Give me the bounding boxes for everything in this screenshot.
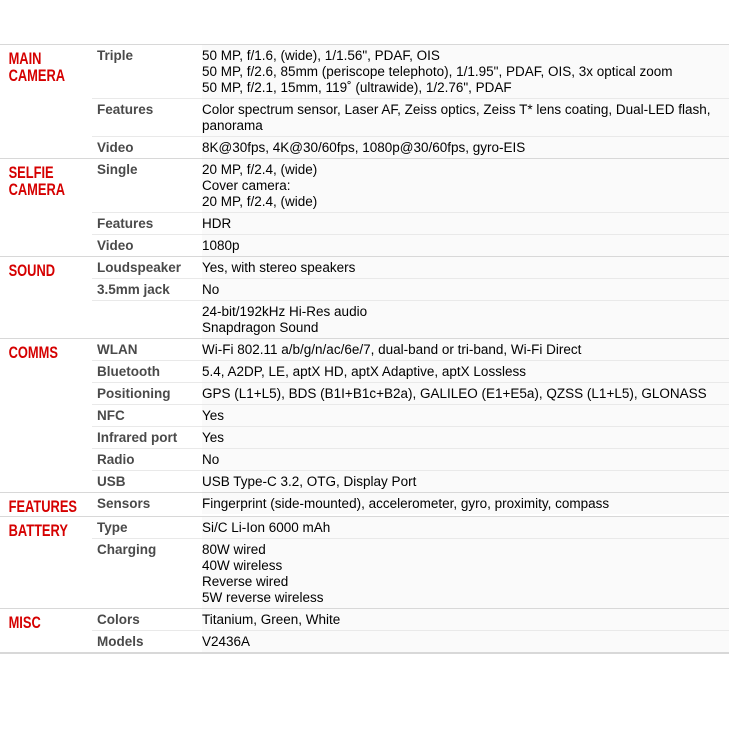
spec-value: 20 MP, f/2.4, (wide) Cover camera: 20 MP, f/2.4, (wide) (202, 159, 729, 212)
spec-row (92, 382, 729, 404)
spec-label[interactable]: Charging (97, 542, 157, 557)
spec-label[interactable]: Triple (97, 48, 134, 63)
spec-group-comms (0, 338, 729, 492)
spec-row (92, 234, 729, 256)
spec-value: Yes (202, 427, 729, 448)
spec-value: Si/C Li-Ion 6000 mAh (202, 517, 729, 538)
spec-value: USB Type-C 3.2, OTG, Display Port (202, 471, 729, 492)
spec-row (92, 278, 729, 300)
spec-label[interactable]: Type (97, 520, 128, 535)
spec-label[interactable]: Infrared port (97, 430, 178, 445)
spec-label[interactable]: Positioning (97, 386, 171, 401)
spec-group-main-camera (0, 44, 729, 158)
category-title[interactable]: MAIN CAMERA (8, 50, 66, 85)
category-title[interactable]: COMMS (8, 344, 58, 362)
spec-label (92, 301, 202, 338)
spec-group-sound (0, 256, 729, 338)
spec-label[interactable]: Features (97, 102, 154, 117)
spec-label[interactable]: Models (97, 634, 144, 649)
spec-value: Yes (202, 405, 729, 426)
spec-label[interactable]: USB (97, 474, 126, 489)
category-title[interactable]: BATTERY (8, 522, 68, 540)
spec-label[interactable]: 3.5mm jack (97, 282, 170, 297)
spec-row (92, 609, 729, 630)
spec-row (92, 404, 729, 426)
spec-value: Fingerprint (side-mounted), accelerometer, gyro, proximity, compass (202, 493, 729, 514)
spec-label[interactable]: Loudspeaker (97, 260, 182, 275)
category-title[interactable]: SOUND (8, 262, 56, 280)
spec-label[interactable]: Radio (97, 452, 135, 467)
spec-label[interactable]: Video (97, 140, 134, 155)
spec-label[interactable]: Single (97, 162, 138, 177)
spec-value: HDR (202, 213, 729, 234)
category-title[interactable]: SELFIE CAMERA (8, 164, 66, 199)
spec-label[interactable]: Features (97, 216, 154, 231)
spec-row (92, 630, 729, 652)
spec-label[interactable]: Video (97, 238, 134, 253)
spec-row (92, 257, 729, 278)
spec-value: 50 MP, f/1.6, (wide), 1/1.56", PDAF, OIS 50 MP, f/2.6, 85mm (periscope telephoto), 1/1.95", PDAF, OIS, 3x optical zoom 50 MP, f/2.1, 15mm, 119˚ (ultrawide), 1/2.76", PDAF (202, 45, 729, 98)
spec-row (92, 339, 729, 360)
spec-value: Titanium, Green, White (202, 609, 729, 630)
spec-value: 8K@30fps, 4K@30/60fps, 1080p@30/60fps, gyro-EIS (202, 137, 729, 158)
spec-group-features (0, 492, 729, 516)
spec-row (92, 517, 729, 538)
spec-value: GPS (L1+L5), BDS (B1I+B1c+B2a), GALILEO (E1+E5a), QZSS (L1+L5), GLONASS (202, 383, 729, 404)
spec-row (92, 45, 729, 98)
spec-value: Wi-Fi 802.11 a/b/g/n/ac/6e/7, dual-band or tri-band, Wi-Fi Direct (202, 339, 729, 360)
spec-row (92, 98, 729, 136)
spec-row (92, 470, 729, 492)
spec-label[interactable]: Bluetooth (97, 364, 160, 379)
spec-group-battery (0, 516, 729, 608)
spec-value: Yes, with stereo speakers (202, 257, 729, 278)
spec-group-misc (0, 608, 729, 654)
spec-value: V2436A (202, 631, 729, 652)
spec-row (92, 159, 729, 212)
spec-label[interactable]: WLAN (97, 342, 138, 357)
spec-row (92, 538, 729, 608)
spec-value: Color spectrum sensor, Laser AF, Zeiss optics, Zeiss T* lens coating, Dual-LED flash, panorama (202, 99, 729, 136)
spec-row (92, 493, 729, 514)
spec-row (92, 426, 729, 448)
spec-label[interactable]: NFC (97, 408, 125, 423)
spec-table (0, 44, 729, 654)
spec-label[interactable]: Colors (97, 612, 140, 627)
spec-label[interactable]: Sensors (97, 496, 151, 511)
spec-value: 5.4, A2DP, LE, aptX HD, aptX Adaptive, aptX Lossless (202, 361, 729, 382)
spec-group-selfie-camera (0, 158, 729, 256)
spec-value: No (202, 279, 729, 300)
category-title[interactable]: MISC (8, 614, 41, 632)
category-title[interactable]: FEATURES (8, 498, 77, 516)
spec-value: 24-bit/192kHz Hi-Res audio Snapdragon Sound (202, 301, 729, 338)
spec-value: 80W wired 40W wireless Reverse wired 5W reverse wireless (202, 539, 729, 608)
spec-row (92, 136, 729, 158)
spec-row (92, 212, 729, 234)
spec-value: 1080p (202, 235, 729, 256)
spec-row (92, 360, 729, 382)
spec-value: No (202, 449, 729, 470)
spec-row (92, 448, 729, 470)
spec-row (92, 300, 729, 338)
